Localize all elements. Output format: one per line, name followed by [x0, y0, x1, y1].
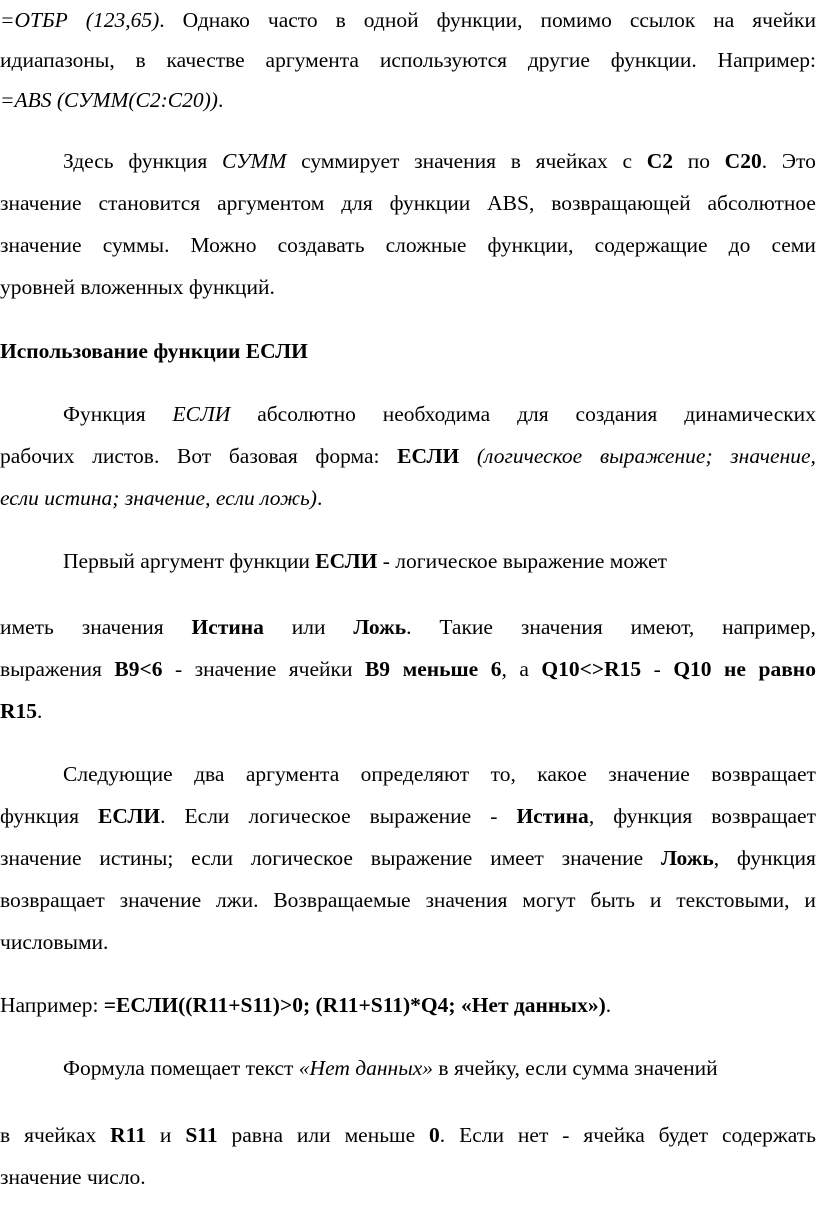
- word: текстовыми,: [676, 888, 790, 912]
- text-run: =ЕСЛИ((R11+S11)>0; (R11+S11)*Q4; «Нет данных»): [103, 993, 606, 1017]
- word: в: [0, 1123, 11, 1147]
- word: иметь: [0, 615, 54, 639]
- text-line: [0, 1115, 816, 1155]
- word: используются: [379, 48, 508, 72]
- word: выражение: [369, 804, 472, 828]
- text-run: Например:: [0, 993, 104, 1017]
- word: или: [296, 1123, 331, 1147]
- word: Истина,: [516, 804, 595, 828]
- word: Можно: [190, 233, 257, 257]
- word: 6,: [490, 657, 507, 681]
- word: логическое: [248, 804, 351, 828]
- word: нет: [517, 1123, 549, 1147]
- word: значение: [0, 191, 82, 215]
- word: функция: [0, 804, 79, 828]
- word: сложные: [385, 233, 467, 257]
- word: в: [335, 8, 346, 32]
- word: (123,65).: [85, 8, 165, 32]
- text-run: Использование функции ЕСЛИ: [0, 339, 308, 363]
- word: листов.: [92, 444, 160, 468]
- word: абсолютно: [257, 402, 356, 426]
- word: С20.: [724, 149, 768, 173]
- word: в: [510, 149, 521, 173]
- text-line: [0, 331, 816, 371]
- text-run: уровней вложенных функций.: [0, 275, 275, 299]
- word: качестве: [166, 48, 245, 72]
- word: Q10<>R15: [541, 657, 642, 681]
- word: форма:: [315, 444, 380, 468]
- text-run: в ячейку, если сумма значений: [433, 1056, 718, 1080]
- text-run: значение число.: [0, 1165, 146, 1189]
- word: меньше: [402, 657, 479, 681]
- word: в: [135, 48, 146, 72]
- word: создания: [575, 402, 658, 426]
- word: ЕСЛИ.: [98, 804, 166, 828]
- word: ячейки: [288, 657, 353, 681]
- word: значение,: [730, 444, 816, 468]
- text-line: [63, 1048, 816, 1088]
- text-line: [0, 691, 816, 731]
- word: значения: [81, 615, 164, 639]
- word: ЕСЛИ: [172, 402, 231, 426]
- text-line: [0, 838, 816, 878]
- word: например,: [722, 615, 816, 639]
- word: помимо: [540, 8, 612, 32]
- word: 0.: [429, 1123, 446, 1147]
- word: функция: [736, 846, 816, 870]
- word: ссылок: [629, 8, 696, 32]
- word: базовая: [228, 444, 298, 468]
- word: S11: [185, 1123, 218, 1147]
- word: аргумента: [265, 48, 359, 72]
- word: =ОТБР: [0, 8, 68, 32]
- word: а: [519, 657, 529, 681]
- text-line: [0, 267, 816, 307]
- word: и: [804, 888, 816, 912]
- word: возвращает: [0, 888, 105, 912]
- word: выражения: [0, 657, 102, 681]
- text-line: [0, 922, 816, 962]
- word: значения: [520, 615, 603, 639]
- word: Q10: [673, 657, 712, 681]
- word: необходима: [382, 402, 491, 426]
- word: определяют: [360, 762, 470, 786]
- text-run: .: [605, 993, 612, 1017]
- word: Истина: [191, 615, 264, 639]
- word: если: [191, 846, 233, 870]
- word: ячейки: [752, 8, 816, 32]
- word: аргументом: [217, 191, 325, 215]
- word: содержать: [721, 1123, 816, 1147]
- word: какое: [537, 762, 587, 786]
- word: могут: [522, 888, 576, 912]
- text-run: если истина; значение, если ложь): [0, 486, 317, 510]
- text-line: [0, 183, 816, 223]
- word: возвращает: [711, 762, 816, 786]
- word: B9: [364, 657, 391, 681]
- word: не: [724, 657, 746, 681]
- word: имеет: [490, 846, 544, 870]
- word: рабочих: [0, 444, 75, 468]
- word: для: [517, 402, 549, 426]
- word: возвращающей: [551, 191, 691, 215]
- text-line: [0, 0, 816, 40]
- text-run: «Нет данных»: [298, 1056, 434, 1080]
- word: Например:: [717, 48, 816, 72]
- word: выражение;: [599, 444, 713, 468]
- text-line: [0, 796, 816, 836]
- word: Здесь: [63, 149, 114, 173]
- word: значение: [194, 657, 277, 681]
- word: Если: [184, 804, 230, 828]
- text-line: [0, 80, 816, 120]
- word: или: [291, 615, 326, 639]
- word: аргумента: [245, 762, 340, 786]
- text-run: Формула помещает текст: [63, 1056, 299, 1080]
- word: возвращает: [711, 804, 816, 828]
- word: (логическое: [476, 444, 583, 468]
- word: функция: [613, 804, 693, 828]
- word: Если: [459, 1123, 504, 1147]
- word: значение: [0, 233, 82, 257]
- word: выражение: [370, 846, 473, 870]
- word: динамических: [684, 402, 816, 426]
- word: значение: [0, 846, 82, 870]
- word: на: [713, 8, 735, 32]
- word: -: [562, 1123, 570, 1147]
- text-run: =ABS (СУММ(С2:С20)): [0, 88, 218, 112]
- word: часто: [267, 8, 318, 32]
- word: Однако: [182, 8, 250, 32]
- word: имеют,: [630, 615, 695, 639]
- text-run: ЕСЛИ: [315, 549, 378, 573]
- word: Вот: [176, 444, 212, 468]
- word: Такие: [439, 615, 493, 639]
- text-line: [0, 649, 816, 689]
- word: Это: [781, 149, 816, 173]
- word: -: [490, 804, 498, 828]
- word: значения: [414, 149, 497, 173]
- word: функция: [128, 149, 208, 173]
- word: Ложь,: [661, 846, 720, 870]
- word: R11: [110, 1123, 146, 1147]
- word: то,: [490, 762, 516, 786]
- word: функции,: [436, 8, 523, 32]
- word: значения: [425, 888, 508, 912]
- word: Функция: [63, 402, 146, 426]
- word: быть: [590, 888, 635, 912]
- word: -: [175, 657, 183, 681]
- word: Возвращаемые: [273, 888, 411, 912]
- word: и: [649, 888, 662, 912]
- word: меньше: [344, 1123, 416, 1147]
- word: Ложь.: [353, 615, 412, 639]
- word: будет: [658, 1123, 709, 1147]
- word: функции,: [487, 233, 574, 257]
- word: по: [687, 149, 710, 173]
- word: B9<6: [114, 657, 163, 681]
- text-line: [0, 607, 816, 647]
- word: лжи.: [216, 888, 259, 912]
- word: содержащие: [594, 233, 708, 257]
- text-line: [0, 985, 816, 1025]
- word: СУММ: [222, 149, 287, 173]
- word: функции.: [610, 48, 697, 72]
- word: суммирует: [301, 149, 400, 173]
- word: с: [622, 149, 633, 173]
- word: ячейка: [583, 1123, 645, 1147]
- word: создавать: [277, 233, 365, 257]
- text-line: [0, 478, 816, 518]
- word: -: [653, 657, 661, 681]
- text-line: [0, 225, 816, 265]
- text-line: [0, 40, 816, 80]
- word: другие: [527, 48, 590, 72]
- word: семи: [771, 233, 816, 257]
- text-line: [63, 754, 816, 794]
- word: ABS,: [487, 191, 535, 215]
- word: идиапазоны,: [0, 48, 115, 72]
- word: ячейках: [24, 1123, 97, 1147]
- word: значение: [608, 762, 690, 786]
- text-run: Первый аргумент функции: [63, 549, 316, 573]
- word: для: [341, 191, 373, 215]
- word: функции: [389, 191, 471, 215]
- word: ячейках: [535, 149, 608, 173]
- text-line: [0, 880, 816, 920]
- word: абсолютное: [707, 191, 816, 215]
- word: суммы.: [102, 233, 170, 257]
- text-run: R15: [0, 699, 38, 723]
- word: и: [159, 1123, 172, 1147]
- word: С2: [646, 149, 673, 173]
- text-run: .: [37, 699, 43, 723]
- text-line: [63, 541, 816, 581]
- word: логическое: [250, 846, 353, 870]
- text-run: .: [217, 88, 224, 112]
- text-line: [0, 436, 816, 476]
- word: истины;: [99, 846, 174, 870]
- text-run: - логическое выражение может: [377, 549, 668, 573]
- word: Следующие: [63, 762, 173, 786]
- word: ЕСЛИ: [397, 444, 460, 468]
- word: равна: [231, 1123, 283, 1147]
- text-run: числовыми.: [0, 930, 109, 954]
- word: значение: [561, 846, 644, 870]
- word: до: [728, 233, 751, 257]
- word: становится: [98, 191, 201, 215]
- word: равно: [758, 657, 816, 681]
- text-line: [0, 1157, 816, 1197]
- text-line: [63, 141, 816, 181]
- text-line: [63, 394, 816, 434]
- word: значение: [119, 888, 202, 912]
- word: два: [194, 762, 225, 786]
- word: одной: [363, 8, 419, 32]
- text-run: .: [316, 486, 323, 510]
